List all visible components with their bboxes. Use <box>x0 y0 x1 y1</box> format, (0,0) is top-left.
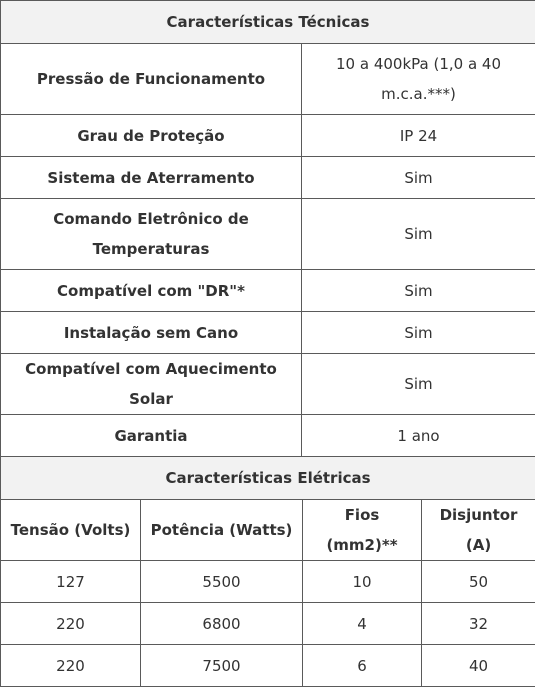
spec-row <box>1 115 535 157</box>
column-header-power: Potência (Watts) <box>141 500 303 561</box>
electrical-row <box>1 645 535 687</box>
electrical-column-headers <box>1 500 535 561</box>
technical-title: Características Técnicas <box>1 1 535 44</box>
spec-label: Grau de Proteção <box>1 115 302 157</box>
spec-value: 1 ano <box>302 415 535 457</box>
voltage-cell: 127 <box>1 561 141 603</box>
spec-value: Sim <box>302 312 535 354</box>
electrical-row <box>1 603 535 645</box>
spec-row <box>1 354 535 415</box>
spec-row <box>1 312 535 354</box>
spec-row <box>1 157 535 199</box>
column-header-wires: Fios (mm2)** <box>303 500 422 561</box>
spec-value: Sim <box>302 354 535 415</box>
spec-row <box>1 415 535 457</box>
electrical-section-header <box>1 457 535 500</box>
wires-cell: 10 <box>303 561 422 603</box>
power-cell: 6800 <box>141 603 303 645</box>
spec-row <box>1 44 535 115</box>
power-cell: 5500 <box>141 561 303 603</box>
spec-value: Sim <box>302 157 535 199</box>
breaker-cell: 32 <box>422 603 535 645</box>
spec-label: Comando Eletrônico de Temperaturas <box>1 199 302 270</box>
column-header-voltage: Tensão (Volts) <box>1 500 141 561</box>
spec-label: Compatível com Aquecimento Solar <box>1 354 302 415</box>
breaker-cell: 40 <box>422 645 535 687</box>
electrical-title: Características Elétricas <box>1 457 535 500</box>
spec-value: Sim <box>302 270 535 312</box>
electrical-specs-table <box>0 456 535 687</box>
wires-cell: 4 <box>303 603 422 645</box>
spec-row <box>1 270 535 312</box>
voltage-cell: 220 <box>1 603 141 645</box>
electrical-row <box>1 561 535 603</box>
spec-value: 10 a 400kPa (1,0 a 40 m.c.a.***) <box>302 44 535 115</box>
spec-value: Sim <box>302 199 535 270</box>
spec-label: Sistema de Aterramento <box>1 157 302 199</box>
column-header-breaker: Disjuntor (A) <box>422 500 535 561</box>
spec-row <box>1 199 535 270</box>
spec-label: Compatível com "DR"* <box>1 270 302 312</box>
technical-section-header <box>1 1 535 44</box>
spec-label: Pressão de Funcionamento <box>1 44 302 115</box>
spec-label: Garantia <box>1 415 302 457</box>
power-cell: 7500 <box>141 645 303 687</box>
breaker-cell: 50 <box>422 561 535 603</box>
spec-label: Instalação sem Cano <box>1 312 302 354</box>
spec-value: IP 24 <box>302 115 535 157</box>
voltage-cell: 220 <box>1 645 141 687</box>
wires-cell: 6 <box>303 645 422 687</box>
